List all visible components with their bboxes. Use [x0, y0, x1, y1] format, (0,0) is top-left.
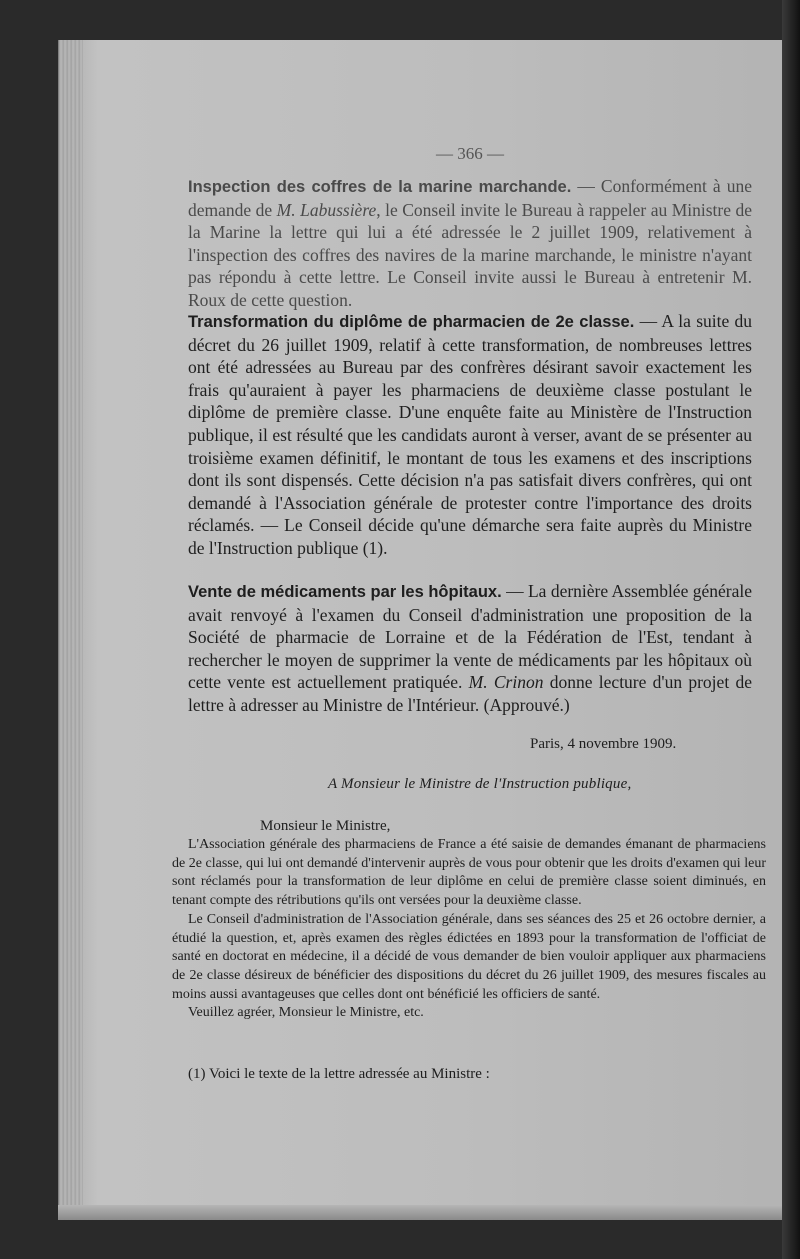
- section-inspection-coffres: [188, 175, 752, 312]
- section-vente-medicaments: [188, 580, 752, 717]
- page-number: — 366 —: [436, 144, 504, 163]
- section-text: — A la suite du décret du 26 juillet 1909, relatif à cette transformation, de nombreuses lettres ont été adressées au Bureau par des confrères désirant savoir exactement les frais qu'auraient à payer les pharmaciens de deuxième classe postulant le diplôme de première classe. D'une enquête faite au Ministère de l'Instruction publique, il est résulté que les candidats auront à verser, avant de se présenter au troisième examen définitif, le montant de tous les examens et des inscriptions dont ils sont dispensés. Cette décision n'a pas satisfait divers confrères, qui ont demandé à l'Association générale de protester contre l'importance des droits réclamés. — Le Conseil décide qu'une démarche sera faite auprès du Ministre de l'Instruction publique (1).: [188, 311, 753, 558]
- section-text: — Conformément à une demande de: [188, 176, 752, 220]
- person-name: M. Crinon: [468, 672, 544, 693]
- letter-paragraph: L'Association générale des pharmaciens de France a été saisie de demandes émanant de pharmaciens de 2e classe, qui lui ont demandé d'intervenir auprès de vous pour obtenir que les droits d'examen qui leur sont réclamés pour la transformation de leur diplôme en celui de première classe soient diminués, en tenant compte des rétributions qu'ils ont versées pour la deuxième classe.: [172, 837, 766, 909]
- page-binding-edge: [58, 40, 83, 1220]
- section-heading: Inspection des coffres de la marine marchande.: [188, 178, 572, 196]
- section-heading: Transformation du diplôme de pharmacien de 2e classe.: [188, 313, 635, 331]
- letter-closing: Veuillez agréer, Monsieur le Ministre, etc.: [188, 1005, 424, 1021]
- page-bottom-edge: [58, 1205, 800, 1220]
- letter-salutation: Monsieur le Ministre,: [260, 818, 391, 834]
- section-text: donne lecture d'un projet de lettre à adresser au Ministre de l'Intérieur. (Approuvé.): [188, 672, 752, 715]
- person-name: M. Labussière: [276, 199, 377, 220]
- section-text: — La dernière Assemblée générale avait renvoyé à l'examen du Conseil d'administration une proposition de la Société de pharmacie de Lorraine et de la Fédération de l'Est, tendant à rechercher le moyen de supprimer la vente de médicaments par les hôpitaux où cette vente est actuellement pratiquée.: [188, 581, 752, 693]
- letter-body: [172, 836, 766, 1023]
- section-heading: Vente de médicaments par les hôpitaux.: [188, 583, 502, 601]
- footnote: (1) Voici le texte de la lettre adressée au Ministre :: [188, 1066, 490, 1082]
- letter-paragraph: Le Conseil d'administration de l'Association générale, dans ses séances des 25 et 26 octobre dernier, a étudié la question, et, après examen des règles édictées en 1893 pour la transformation de l'officiat de santé en doctorat en médecine, il a décidé de vous demander de bien vouloir appliquer aux pharmaciens de 2e classe désireux de bénéficier des dispositions du décret du 26 juillet 1909, des mesures fiscales au moins aussi avantageuses que celles dont ont bénéficié les officiers de santé.: [172, 911, 766, 1002]
- letter-address: A Monsieur le Ministre de l'Instruction publique,: [328, 776, 632, 792]
- scan-right-margin: [782, 0, 800, 1259]
- section-text: , le Conseil invite le Bureau à rappeler au Ministre de la Marine la lettre qui lui a été adressée le 2 juillet 1909, relativement à l'inspection des coffres des navires de la marine marchande, le ministre n'ayant pas répondu à cette lettre. Le Conseil invite aussi le Bureau à entretenir M. Roux de cette question.: [188, 199, 753, 310]
- section-transformation-diplome: [188, 310, 752, 560]
- letter-date: Paris, 4 novembre 1909.: [530, 736, 677, 752]
